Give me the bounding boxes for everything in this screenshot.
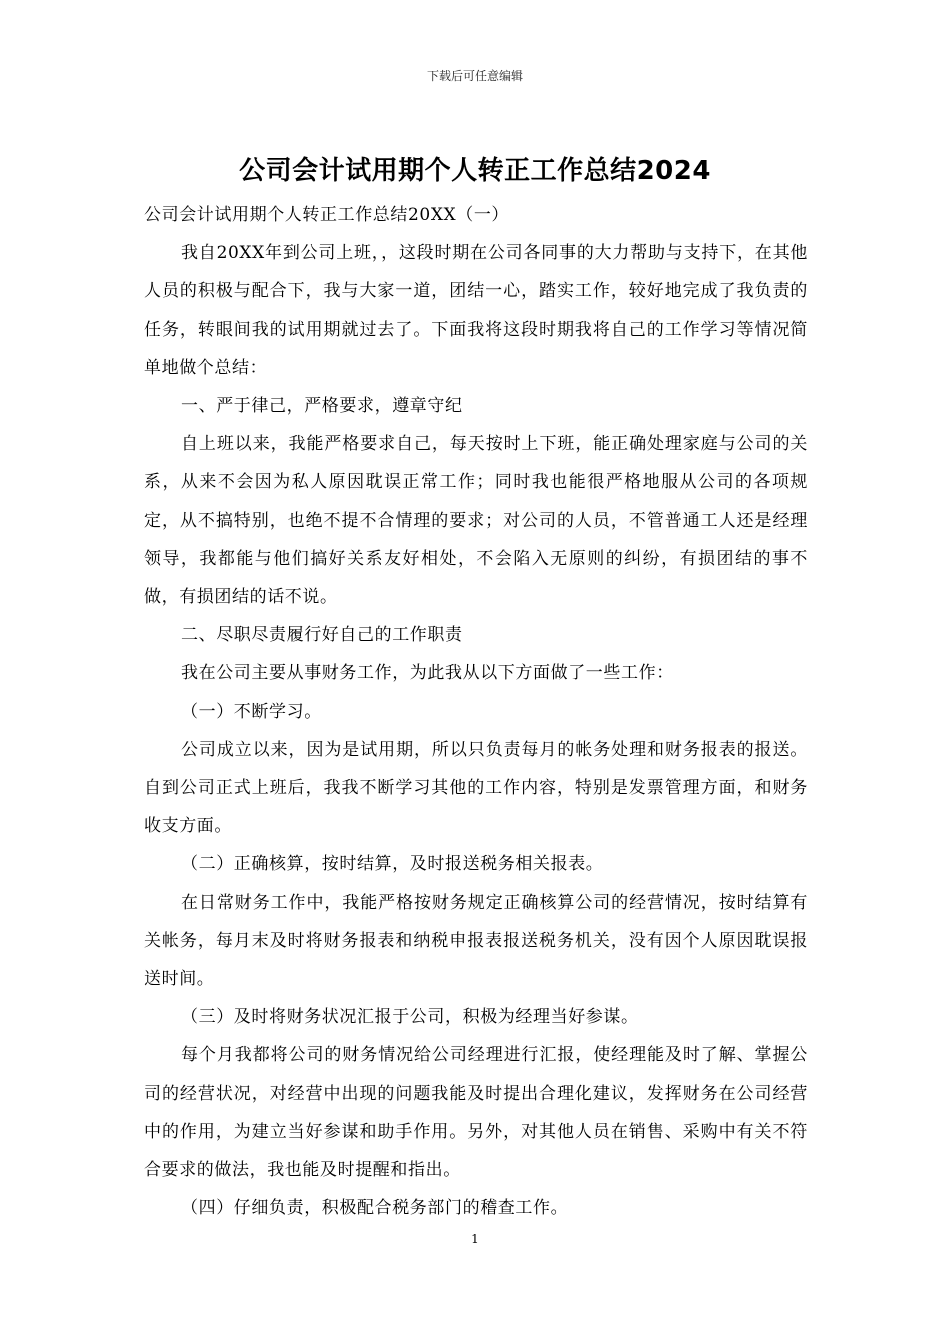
section-heading: 一、严于律己，严格要求，遵章守纪 (181, 396, 463, 417)
page-number: 1 (471, 1232, 479, 1246)
paragraph: 我自20XX年到公司上班，，这段时期在公司各同事的大力帮助与支持下，在其他人员的积极与配合下，我与大家一道，团结一心，踏实工作，较好地完成了我负责的任务，转眼间我的试用期就过去了。下面我将这段时期我将自己的工作学习等情况简单地做个总结： (144, 243, 808, 378)
section-heading: 二、尽职尽责履行好自己的工作职责 (181, 625, 463, 646)
subsection-heading: （一）不断学习。 (181, 701, 322, 722)
paragraph: 每个月我都将公司的财务情况给公司经理进行汇报，使经理能及时了解、掌握公司的经营状况，对经营中出现的问题我能及时提出合理化建议，发挥财务在公司经营中的作用，为建立当好参谋和助手作用。另外，对其他人员在销售、采购中有关不符合要求的做法，我也能及时提醒和指出。 (144, 1045, 808, 1181)
page-header: 下载后可任意编辑 (426, 69, 523, 83)
subsection-heading: （四）仔细负责，积极配合税务部门的稽查工作。 (181, 1198, 569, 1219)
subsection-heading: （二）正确核算，按时结算，及时报送税务相关报表。 (181, 854, 604, 875)
document-title: 公司会计试用期个人转正工作总结2024 (239, 156, 711, 186)
paragraph: 在日常财务工作中，我能严格按财务规定正确核算公司的经营情况，按时结算有关帐务，每月末及时将财务报表和纳税申报表报送税务机关，没有因个人原因耽误报送时间。 (144, 892, 808, 990)
paragraph: 我在公司主要从事财务工作，为此我从以下方面做了一些工作： (181, 663, 674, 684)
paragraph: 自上班以来，我能严格要求自己，每天按时上下班，能正确处理家庭与公司的关系，从来不会因为私人原因耽误正常工作；同时我也能很严格地服从公司的各项规定，从不搞特别，也绝不提不合情理的要求；对公司的人员，不管普通工人还是经理领导，我都能与他们搞好关系友好相处，不会陷入无原则的纠纷，有损团结的事不做，有损团结的话不说。 (144, 434, 808, 608)
paragraph-subtitle: 公司会计试用期个人转正工作总结20XX（一） (144, 205, 510, 225)
document-body (144, 196, 808, 1227)
subsection-heading: （三）及时将财务状况汇报于公司，积极为经理当好参谋。 (181, 1007, 639, 1028)
paragraph: 公司成立以来，因为是试用期，所以只负责每月的帐务处理和财务报表的报送。自到公司正式上班后，我我不断学习其他的工作内容，特别是发票管理方面，和财务收支方面。 (144, 739, 808, 837)
